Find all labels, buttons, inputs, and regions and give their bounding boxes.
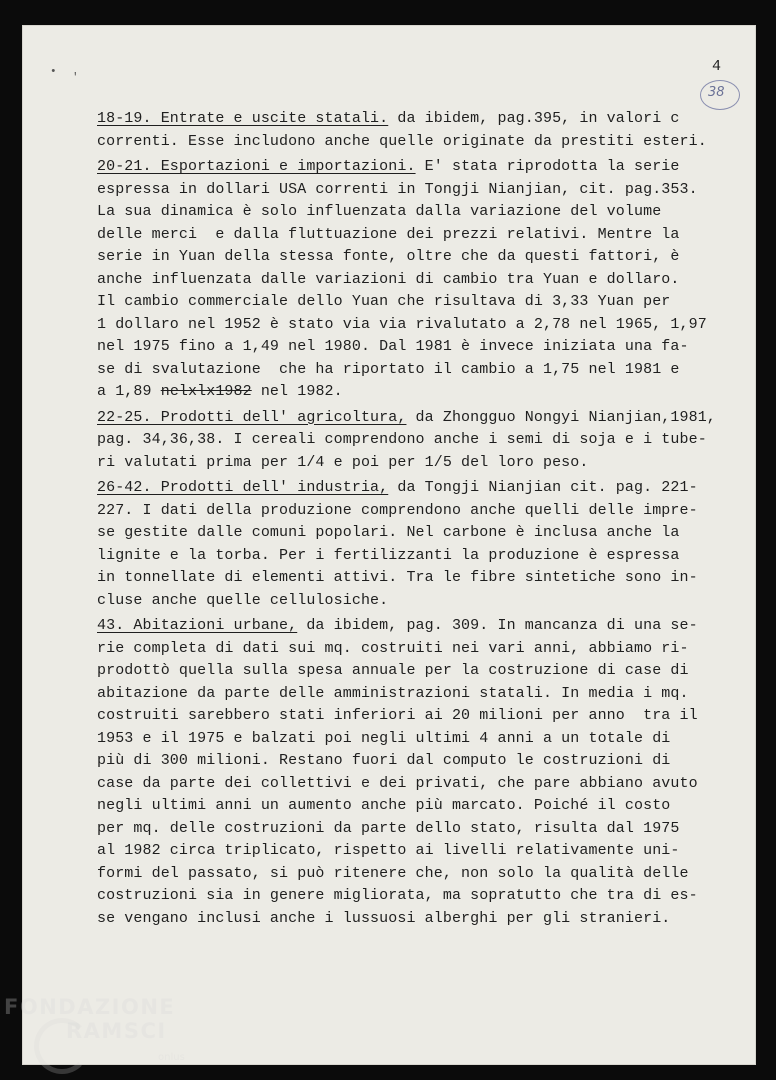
text-line <box>97 108 707 131</box>
paragraph <box>97 477 707 612</box>
line-text: La sua dinamica è solo influenzata dalla variazione del volume <box>97 203 662 220</box>
text-line <box>97 705 707 728</box>
line-text: se vengano inclusi anche i lussuosi alberghi per gli stranieri. <box>97 909 671 927</box>
text-line <box>97 683 707 706</box>
archive-number: 38 <box>708 85 725 100</box>
text-line <box>97 863 707 886</box>
text-line <box>97 638 707 661</box>
stray-mark: ' <box>72 72 79 84</box>
watermark-line2: RAMSCI <box>66 1019 167 1043</box>
section-heading: 18-19. Entrate e uscite statali. <box>97 110 389 127</box>
line-text: rie completa di dati sui mq. costruiti nei vari anni, abbiamo ri- <box>97 639 689 657</box>
line-text: in tonnellate di elementi attivi. Tra le fibre sintetiche sono in- <box>97 569 698 586</box>
text-line <box>97 224 707 247</box>
text-line <box>97 201 707 224</box>
line-text: da ibidem, pag.395, in valori c <box>388 110 680 127</box>
line-text: a 1,89 <box>97 383 161 400</box>
text-line <box>97 660 707 683</box>
line-text: da Tongji Nianjian cit. pag. 221- <box>388 479 698 496</box>
section-heading: 26-42. Prodotti dell' industria, <box>97 479 389 496</box>
line-text: Il cambio commerciale dello Yuan che risultava di 3,33 Yuan per <box>97 293 671 310</box>
section-heading: 22-25. Prodotti dell' agricoltura, <box>97 408 407 426</box>
line-text: da ibidem, pag. 309. In mancanza di una se- <box>297 617 698 634</box>
text-line <box>97 818 707 841</box>
text-line <box>97 500 707 523</box>
line-text: se di svalutazione che ha riportato il cambio a 1,75 nel 1981 e <box>97 360 680 378</box>
text-line <box>97 750 707 773</box>
line-text: 227. I dati della produzione comprendono anche quelli delle impre- <box>97 501 698 519</box>
line-text: pag. 34,36,38. I cereali comprendono anche i semi di soja e i tube- <box>97 431 707 448</box>
watermark-line3: onlus <box>158 1052 185 1063</box>
line-text: delle merci e dalla fluttuazione dei prezzi relativi. Mentre la <box>97 225 680 243</box>
line-text: prodottò quella sulla spesa annuale per la costruzione di case di <box>97 662 689 679</box>
text-line <box>97 773 707 796</box>
watermark-line1: FONDAZIONE <box>4 995 176 1019</box>
watermark <box>4 995 175 1043</box>
text-line <box>97 131 707 154</box>
line-text: abitazione da parte delle amministrazioni statali. In media i mq. <box>97 684 689 702</box>
text-line <box>97 314 707 337</box>
line-text: 1953 e il 1975 e balzati poi negli ultimi 4 anni a un totale di <box>97 729 671 747</box>
line-text: 1 dollaro nel 1952 è stato via via rivalutato a 2,78 nel 1965, 1,97 <box>97 315 707 333</box>
line-text: correnti. Esse includono anche quelle originate da prestiti esteri. <box>97 132 707 150</box>
line-text: costruzioni sia in genere migliorata, ma sopratutto che tra di es- <box>97 887 698 904</box>
text-line <box>97 615 707 638</box>
text-line <box>97 156 707 179</box>
text-line <box>97 728 707 751</box>
text-line <box>97 336 707 359</box>
text-line <box>97 429 707 452</box>
struck-text: nelxlx1982 <box>160 383 252 400</box>
text-line <box>97 246 707 269</box>
text-line <box>97 885 707 908</box>
text-line <box>97 179 707 202</box>
text-line <box>97 381 707 404</box>
text-line <box>97 840 707 863</box>
text-line <box>97 522 707 545</box>
stray-mark: • <box>50 66 57 78</box>
paragraph <box>97 108 707 153</box>
text-line <box>97 545 707 568</box>
text-line <box>97 291 707 314</box>
line-text: cluse anche quelle cellulosiche. <box>97 591 389 609</box>
text-line <box>97 452 707 475</box>
line-text: più di 300 milioni. Restano fuori dal computo le costruzioni di <box>97 752 671 769</box>
line-text: ri valutati prima per 1/4 e poi per 1/5 del loro peso. <box>97 453 589 471</box>
line-text: per mq. delle costruzioni da parte dello stato, risulta dal 1975 <box>97 819 680 837</box>
line-text: anche influenzata dalle variazioni di cambio tra Yuan e dollaro. <box>97 270 680 288</box>
text-line <box>97 359 707 382</box>
line-text: se gestite dalle comuni popolari. Nel carbone è inclusa anche la <box>97 524 680 541</box>
page-number: 4 <box>712 58 722 75</box>
paragraph <box>97 407 716 475</box>
section-heading: 20-21. Esportazioni e importazioni. <box>97 158 416 175</box>
line-text: E' stata riprodotta la serie <box>415 158 680 175</box>
text-line <box>97 269 707 292</box>
line-text: nel 1975 fino a 1,49 nel 1980. Dal 1981 è invece iniziata una fa- <box>97 338 689 355</box>
text-line <box>97 795 707 818</box>
document-body <box>97 108 716 930</box>
line-text: da Zhongguo Nongyi Nianjian,1981, <box>406 408 716 426</box>
line-text: negli ultimi anni un aumento anche più marcato. Poiché il costo <box>97 797 671 814</box>
line-text: al 1982 circa triplicato, rispetto ai livelli relativamente uni- <box>97 842 680 859</box>
text-line <box>97 477 707 500</box>
section-heading: 43. Abitazioni urbane, <box>97 617 298 634</box>
text-line <box>97 407 716 430</box>
text-line <box>97 567 707 590</box>
line-text: serie in Yuan della stessa fonte, oltre che da questi fattori, è <box>97 248 680 265</box>
line-text: costruiti sarebbero stati inferiori ai 20 milioni per anno tra il <box>97 707 698 724</box>
line-text: espressa in dollari USA correnti in Tongji Nianjian, cit. pag.353. <box>97 180 698 198</box>
paragraph <box>97 615 707 930</box>
text-line <box>97 590 707 613</box>
line-text: formi del passato, si può ritenere che, non solo la qualità delle <box>97 864 689 882</box>
line-text: nel 1982. <box>251 383 343 400</box>
line-text: case da parte dei collettivi e dei privati, che pare abbiano avuto <box>97 774 698 792</box>
line-text: lignite e la torba. Per i fertilizzanti la produzione è espressa <box>97 546 680 564</box>
paragraph <box>97 156 707 404</box>
text-line <box>97 908 707 931</box>
